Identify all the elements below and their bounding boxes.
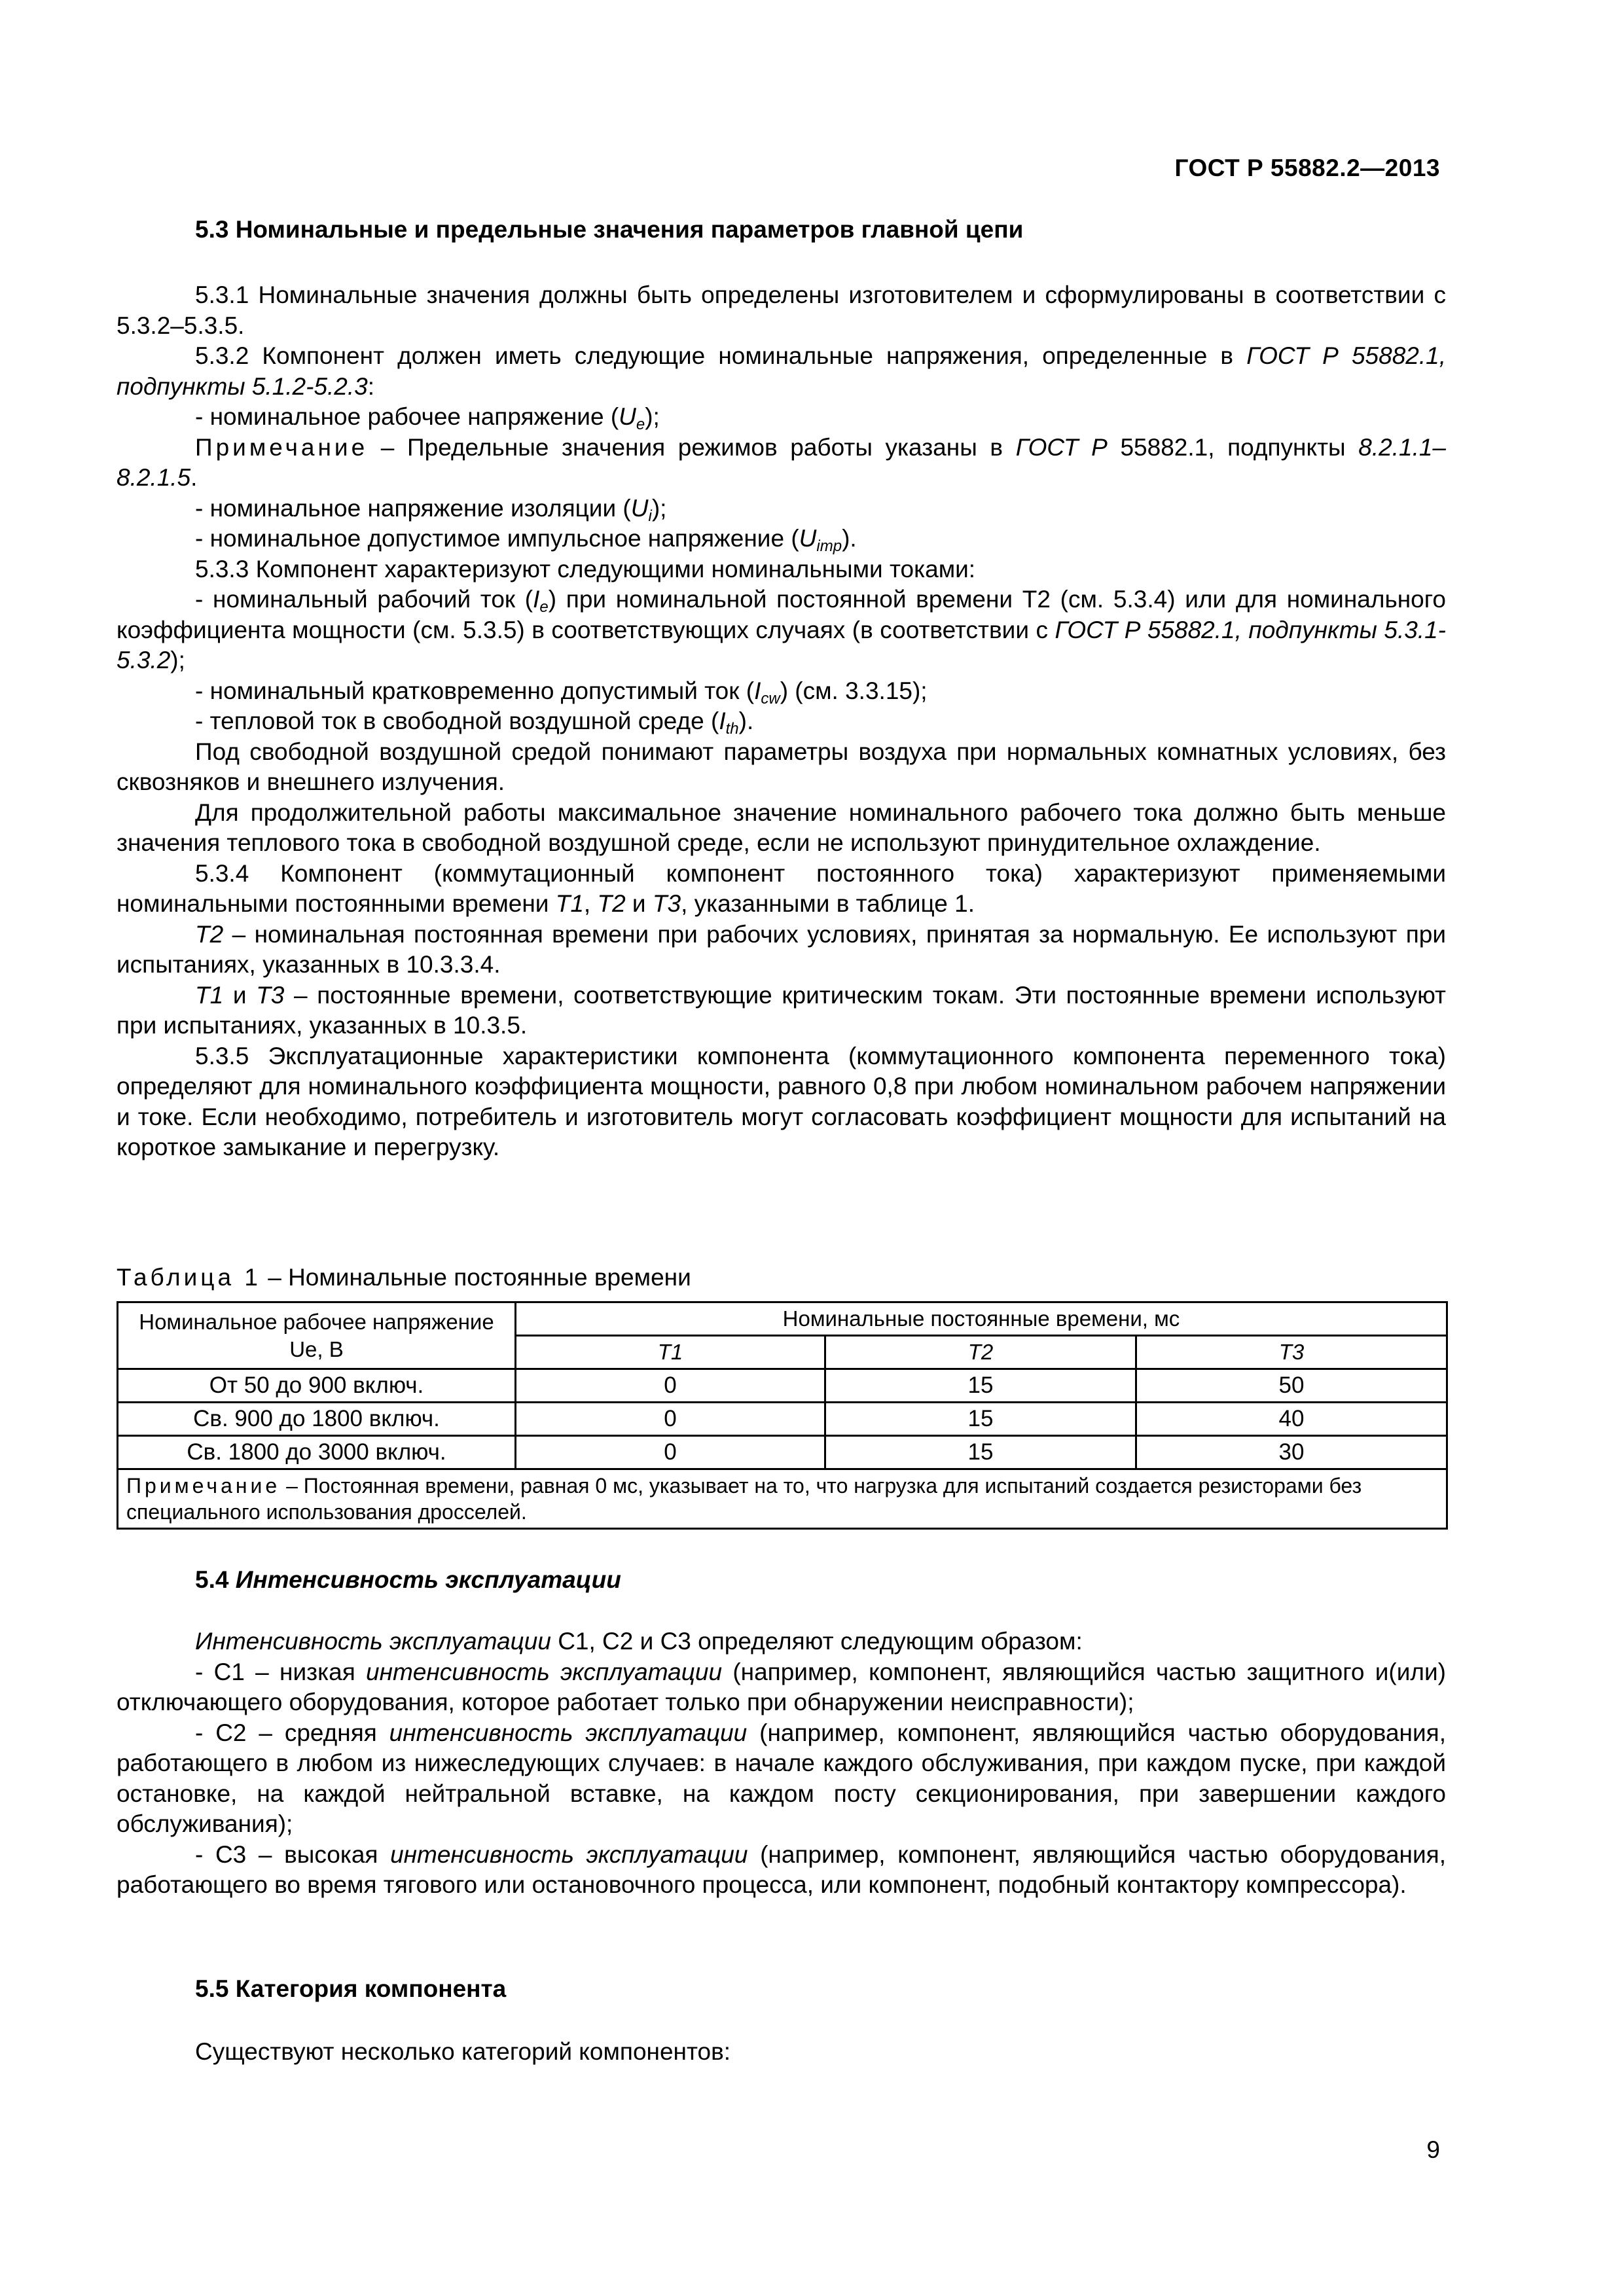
row-label: Св. 1800 до 3000 включ.: [118, 1436, 516, 1469]
table-caption: Таблица 1 – Номинальные постоянные времени: [117, 1264, 691, 1291]
paragraph: T2 – номинальная постоянная времени при рабочих условиях, принятая за нормальную. Ее используют при испытаниях, указанных в 10.3.3.4.: [117, 920, 1446, 978]
paragraph-5-3-5: 5.3.5 Эксплуатационные характеристики компонента (коммутационного компонента переменного тока) определяют для номинального коэффициента мощности, равного 0,8 при любом номинальном рабочем напряжении и токе. Если необходимо, потребитель и изготовитель могут согласовать коэффициент мощности для испытаний на короткое замыкание и перегрузку.: [117, 1042, 1446, 1160]
cell-t1: 0: [516, 1369, 825, 1403]
column-header-t3: T3: [1136, 1336, 1447, 1369]
section-5-4-title: 5.4 Интенсивность эксплуатации: [195, 1566, 621, 1593]
section-5-3-title: 5.3 Номинальные и предельные значения параметров главной цепи: [195, 216, 1024, 243]
section-5-5-body: [117, 2037, 1446, 2068]
paragraph-5-3-2: 5.3.2 Компонент должен иметь следующие номинальные напряжения, определенные в ГОСТ Р 55882.1, подпункты 5.1.2-5.2.3:: [117, 342, 1446, 400]
cell-t3: 50: [1136, 1369, 1447, 1403]
list-item: - номинальное рабочее напряжение $(U_e)$;: [195, 403, 660, 433]
column-header-time-constants: Номинальные постоянные времени, мс: [516, 1302, 1447, 1336]
list-item: - номинальное напряжение изоляции $(U_i)$;: [195, 494, 667, 525]
column-header-voltage: Номинальное рабочее напряжение Ue, В: [118, 1302, 516, 1369]
list-item: - С2 – средняя интенсивность эксплуатации (например, компонент, являющийся частью оборудования, работающего в любом из нижеследующих случаев: в начале каждого обслуживания, при каждом пуске, при каждой остановке, на каждой нейтральной вставке, на каждом посту секционирования, при завершении каждого обслуживания);: [117, 1719, 1446, 1837]
time-constants-table: [117, 1301, 1448, 1530]
paragraph: Под свободной воздушной средой понимают параметры воздуха при нормальных комнатных условиях, без сквозняков и внешнего излучения.: [117, 738, 1446, 795]
note-paragraph: Примечание – Предельные значения режимов работы указаны в ГОСТ Р 55882.1, подпункты 8.2.1.1–8.2.1.5.: [117, 433, 1447, 491]
table-row: [118, 1436, 1447, 1469]
cell-t3: 40: [1136, 1403, 1447, 1436]
table-row: [118, 1403, 1447, 1436]
paragraph: Существуют несколько категорий компонентов:: [195, 2038, 731, 2065]
cell-t1: 0: [516, 1403, 825, 1436]
cell-t2: 15: [825, 1369, 1136, 1403]
cell-t1: 0: [516, 1436, 825, 1469]
paragraph-5-3-1: 5.3.1 Номинальные значения должны быть определены изготовителем и сформулированы в соответствии с 5.3.2–5.3.5.: [117, 281, 1446, 339]
page-number: 9: [1426, 2136, 1440, 2163]
row-label: От 50 до 900 включ.: [118, 1369, 516, 1403]
column-header-t2: T2: [825, 1336, 1136, 1369]
section-5-4-body: [117, 1626, 1446, 1901]
row-label: Св. 900 до 1800 включ.: [118, 1403, 516, 1436]
paragraph: T1 и T3 – постоянные времени, соответствующие критическим токам. Эти постоянные времени используют при испытаниях, указанных в 10.3.5.: [117, 981, 1446, 1039]
paragraph: Для продолжительной работы максимальное значение номинального рабочего тока должно быть меньше значения теплового тока в свободной воздушной среде, если не используют принудительное охлаждение.: [117, 798, 1446, 856]
list-item: - тепловой ток в свободной воздушной среде $(I_{th})$.: [195, 708, 754, 738]
cell-t3: 30: [1136, 1436, 1447, 1469]
cell-t2: 15: [825, 1403, 1136, 1436]
list-item: - номинальное допустимое импульсное напряжение $(U_{imp})$.: [195, 525, 857, 555]
table-note: Примечание – Постоянная времени, равная 0 мс, указывает на то, что нагрузка для испытаний создается резисторами без специального использования дросселей.: [118, 1469, 1447, 1529]
list-item: - С3 – высокая интенсивность эксплуатации (например, компонент, являющийся частью оборудования, работающего во время тягового или остановочного процесса, или компонент, подобный контактору компрессора).: [117, 1840, 1446, 1898]
section-5-5-title: 5.5 Категория компонента: [195, 1975, 507, 2002]
paragraph: Интенсивность эксплуатации С1, С2 и С3 определяют следующим образом:: [195, 1628, 1083, 1655]
column-header-t1: T1: [516, 1336, 825, 1369]
cell-t2: 15: [825, 1436, 1136, 1469]
list-item: - С1 – низкая интенсивность эксплуатации (например, компонент, являющийся частью защитного и(или) отключающего оборудования, которое работает только при обнаружении неисправности);: [117, 1658, 1446, 1715]
reference-link: ГОСТ Р 55882.1, подпункты 5.1.2-5.2.3: [117, 342, 1446, 400]
list-item: - номинальный рабочий ток $(I_e)$ при номинальной постоянной времени Т2 (см. 5.3.4) или для номинального коэффициента мощности (см. 5.3.5) в соответствующих случаях (в соответствии с ГОСТ Р 55882.1, подпункты 5.3.1-5.3.2);: [117, 586, 1446, 673]
table-row: [118, 1369, 1447, 1403]
section-5-3-body: [117, 280, 1446, 1163]
paragraph-5-3-3: 5.3.3 Компонент характеризуют следующими номинальными токами:: [195, 555, 976, 583]
list-item: - номинальный кратковременно допустимый ток $(I_{cw})$ (см. 3.3.15);: [195, 677, 928, 708]
paragraph-5-3-4: 5.3.4 Компонент (коммутационный компонент постоянного тока) характеризуют применяемыми номинальными постоянными времени T1, T2 и T3, указанными в таблице 1.: [117, 859, 1446, 917]
document-id: ГОСТ Р 55882.2—2013: [1174, 154, 1440, 181]
